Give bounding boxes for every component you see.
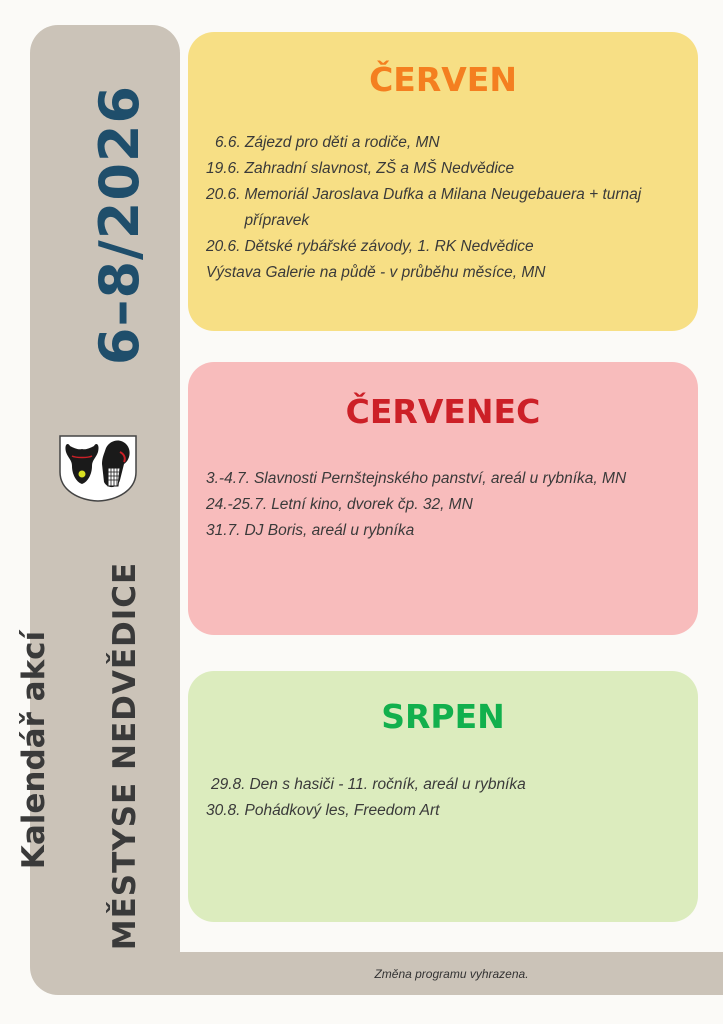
month-card-august — [188, 671, 698, 922]
list-item — [206, 518, 688, 544]
year-range: 6–8/2026 — [88, 84, 151, 366]
bull-head-and-glove-crest-icon — [58, 434, 138, 502]
list-item — [206, 798, 688, 824]
event-date: 30.8. — [206, 802, 241, 819]
list-item — [206, 182, 688, 234]
event-date: 19.6. — [206, 160, 241, 177]
event-text: Dětské rybářské závody, 1. RK Nedvědice — [244, 238, 534, 255]
event-text: Pohádkový les, Freedom Art — [244, 802, 440, 819]
event-date: 24.-25.7. — [206, 496, 268, 513]
event-date: 3.-4.7. — [206, 470, 250, 487]
month-card-june — [188, 32, 698, 331]
town-name: MĚSTYSE NEDVĚDICE — [107, 561, 143, 951]
footer-note: Změna programu vyhrazena. — [374, 966, 529, 981]
month-card-july — [188, 362, 698, 635]
event-text: Memoriál Jaroslava Dufka a Milana Neugebauera + turnaj přípravek — [244, 186, 642, 229]
event-text: Slavnosti Pernštejnského panství, areál u rybníka, MN — [253, 470, 627, 487]
event-date: 6.6. — [215, 134, 241, 151]
month-title: ČERVENEC — [345, 392, 541, 431]
list-item — [206, 466, 688, 492]
month-title: ČERVEN — [369, 60, 517, 99]
event-date: 20.6. — [206, 238, 241, 255]
event-text: Výstava Galerie na půdě - v průběhu měsíce, MN — [206, 264, 546, 281]
event-date: 31.7. — [206, 522, 241, 539]
list-item — [206, 772, 688, 798]
event-text: Zahradní slavnost, ZŠ a MŠ Nedvědice — [244, 160, 515, 177]
event-text: Den s hasiči - 11. ročník, areál u rybníka — [249, 776, 526, 793]
event-list — [206, 466, 688, 544]
event-text: DJ Boris, areál u rybníka — [244, 522, 415, 539]
list-item — [206, 260, 688, 286]
month-title: SRPEN — [381, 697, 505, 736]
event-date: 20.6. — [206, 186, 241, 203]
list-item — [206, 156, 688, 182]
event-text: Letní kino, dvorek čp. 32, MN — [271, 496, 473, 513]
event-list — [206, 130, 688, 286]
calendar-title: Kalendář akcí — [16, 630, 52, 870]
event-list — [206, 772, 688, 824]
list-item — [206, 492, 688, 518]
event-date: 29.8. — [211, 776, 246, 793]
list-item — [206, 234, 688, 260]
list-item — [206, 130, 688, 156]
event-text: Zájezd pro děti a rodiče, MN — [244, 134, 440, 151]
